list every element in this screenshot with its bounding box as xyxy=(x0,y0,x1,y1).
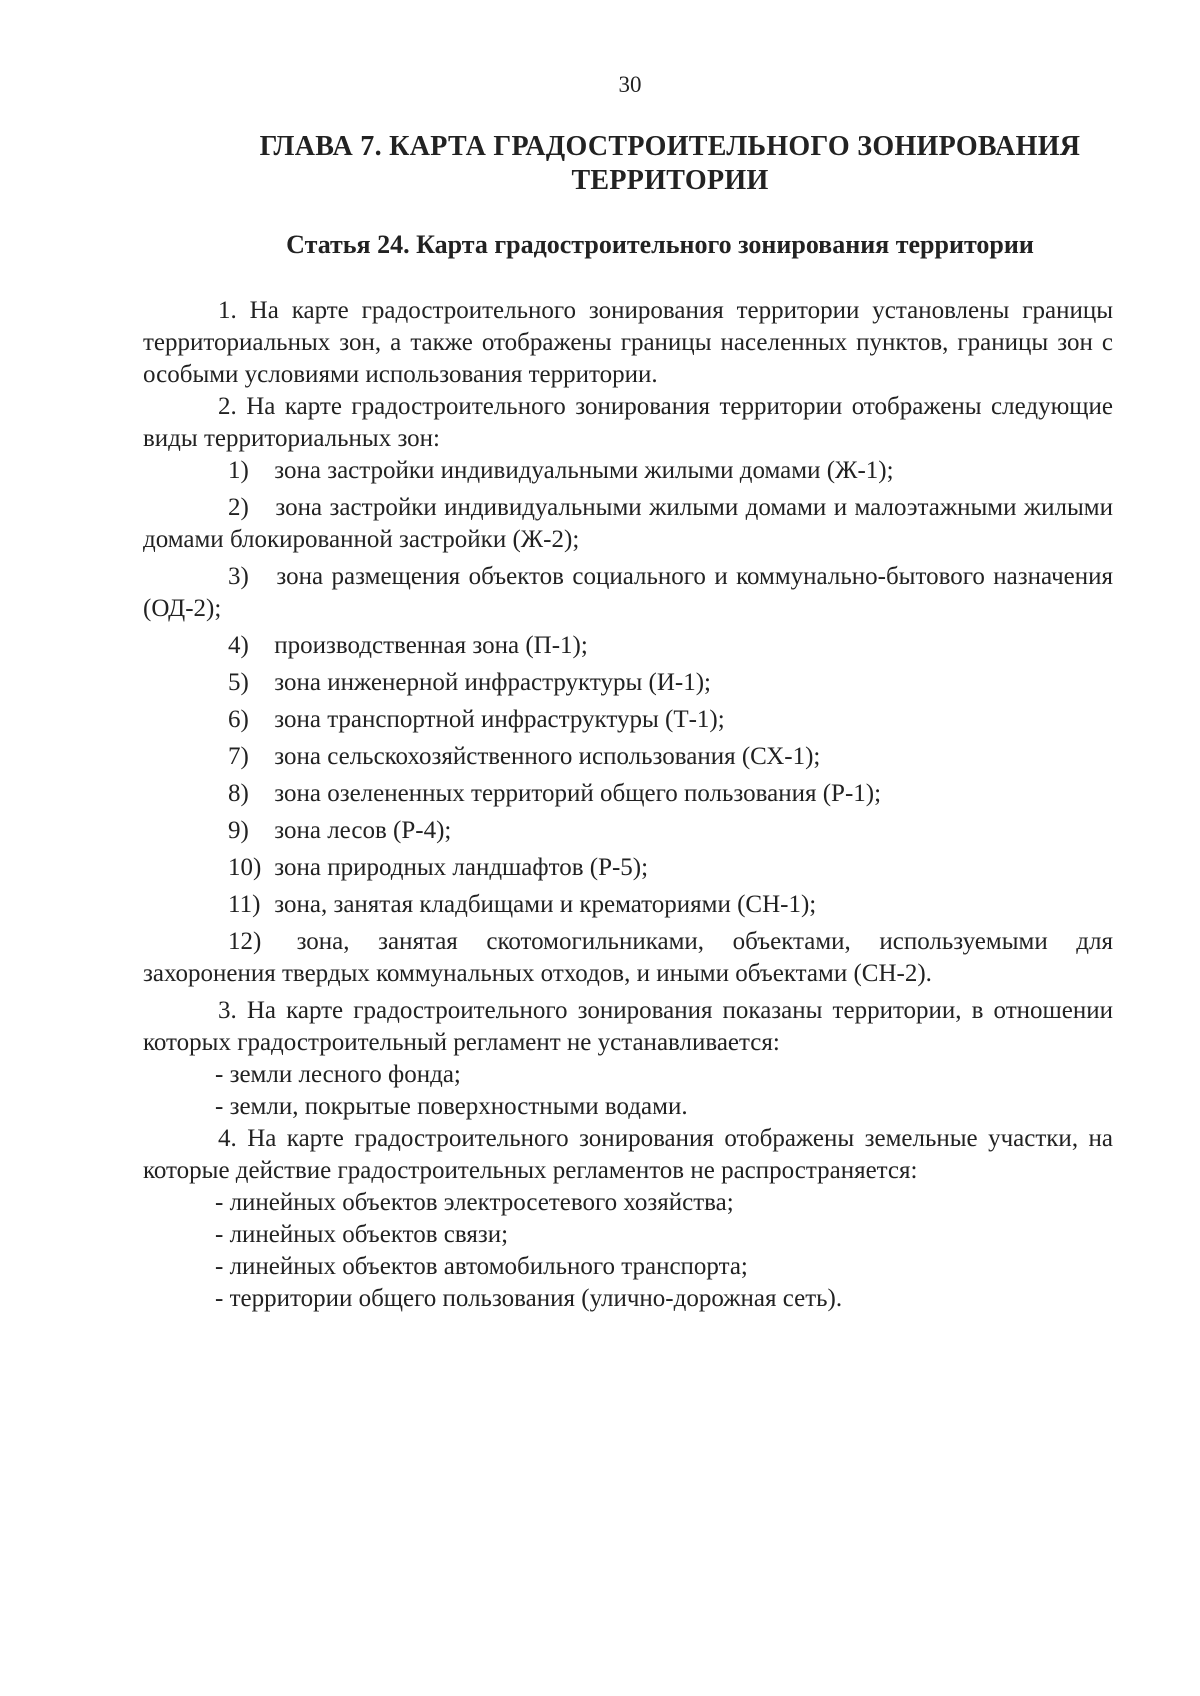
list-item-number: 5) xyxy=(228,669,249,696)
paragraph-4: 4. На карте градостроительного зонирования отображены земельные участки, на которые действие градостроительных регламентов не распространяется: xyxy=(143,1125,1113,1184)
list-item-text: зона озелененных территорий общего пользования (Р-1); xyxy=(274,780,882,807)
list-item-text: зона застройки индивидуальными жилыми домами (Ж-1); xyxy=(274,457,894,484)
list-item-number: 3) xyxy=(228,563,249,590)
list-item-text: зона природных ландшафтов (Р-5); xyxy=(274,854,649,881)
zones-list xyxy=(143,455,1113,990)
list-item xyxy=(143,741,1113,773)
list-item-text: производственная зона (П-1); xyxy=(274,632,588,659)
list-item-number: 9) xyxy=(228,817,249,844)
list-item-text: зона сельскохозяйственного использования (СХ-1); xyxy=(274,743,821,770)
list-item-number: 6) xyxy=(228,706,249,733)
list-item-text: зона размещения объектов социального и коммунально-бытового назначения (ОД-2); xyxy=(143,563,1113,622)
page-number: 30 xyxy=(618,72,642,97)
list-item-number: 2) xyxy=(228,494,249,521)
list-item xyxy=(143,926,1113,990)
document-body xyxy=(143,295,1113,1315)
list-item xyxy=(143,889,1113,921)
list-item xyxy=(143,630,1113,662)
dash-item: - территории общего пользования (улично-дорожная сеть). xyxy=(215,1285,843,1312)
paragraph-3: 3. На карте градостроительного зонирования показаны территории, в отношении которых градостроительный регламент не устанавливается: xyxy=(143,997,1113,1056)
list-item xyxy=(143,852,1113,884)
list-item-number: 8) xyxy=(228,780,249,807)
article-title: Статья 24. Карта градостроительного зонирования территории xyxy=(286,230,1034,259)
list-item-text: зона инженерной инфраструктуры (И-1); xyxy=(274,669,711,696)
list-item-number: 11) xyxy=(228,891,261,918)
list-item-number: 12) xyxy=(228,928,262,955)
dash-item: - линейных объектов автомобильного транспорта; xyxy=(215,1253,748,1280)
list-item xyxy=(143,778,1113,810)
list-item xyxy=(143,667,1113,699)
list-item-text: зона, занятая скотомогильниками, объектами, используемыми для захоронения твердых коммунальных отходов, и иными объектами (СН-2). xyxy=(143,928,1113,987)
list-item xyxy=(143,455,1113,487)
paragraph-1: 1. На карте градостроительного зонирования территории установлены границы территориальных зон, а также отображены границы населенных пунктов, границы зон с особыми условиями использования территории. xyxy=(143,297,1113,388)
dash-item: - земли лесного фонда; xyxy=(215,1061,461,1088)
list-item xyxy=(143,561,1113,625)
dash-item: - линейных объектов электросетевого хозяйства; xyxy=(215,1189,734,1216)
dash-item: - линейных объектов связи; xyxy=(215,1221,509,1248)
list-item-number: 7) xyxy=(228,743,249,770)
chapter-title: ГЛАВА 7. КАРТА ГРАДОСТРОИТЕЛЬНОГО ЗОНИРОВАНИЯ ТЕРРИТОРИИ xyxy=(259,131,1081,196)
list-item-number: 10) xyxy=(228,854,262,881)
list-item xyxy=(143,492,1113,556)
list-item-text: зона застройки индивидуальными жилыми домами и малоэтажными жилыми домами блокированной застройки (Ж-2); xyxy=(143,494,1114,553)
list-item-text: зона, занятая кладбищами и крематориями (СН-1); xyxy=(274,891,817,918)
paragraph-2: 2. На карте градостроительного зонирования территории отображены следующие виды территориальных зон: xyxy=(143,393,1113,452)
list-item-text: зона транспортной инфраструктуры (Т-1); xyxy=(274,706,725,733)
list-item-number: 4) xyxy=(228,632,249,659)
list-item-number: 1) xyxy=(228,457,249,484)
list-item xyxy=(143,704,1113,736)
list-item-text: зона лесов (Р-4); xyxy=(274,817,452,844)
dash-item: - земли, покрытые поверхностными водами. xyxy=(215,1093,688,1120)
list-item xyxy=(143,815,1113,847)
